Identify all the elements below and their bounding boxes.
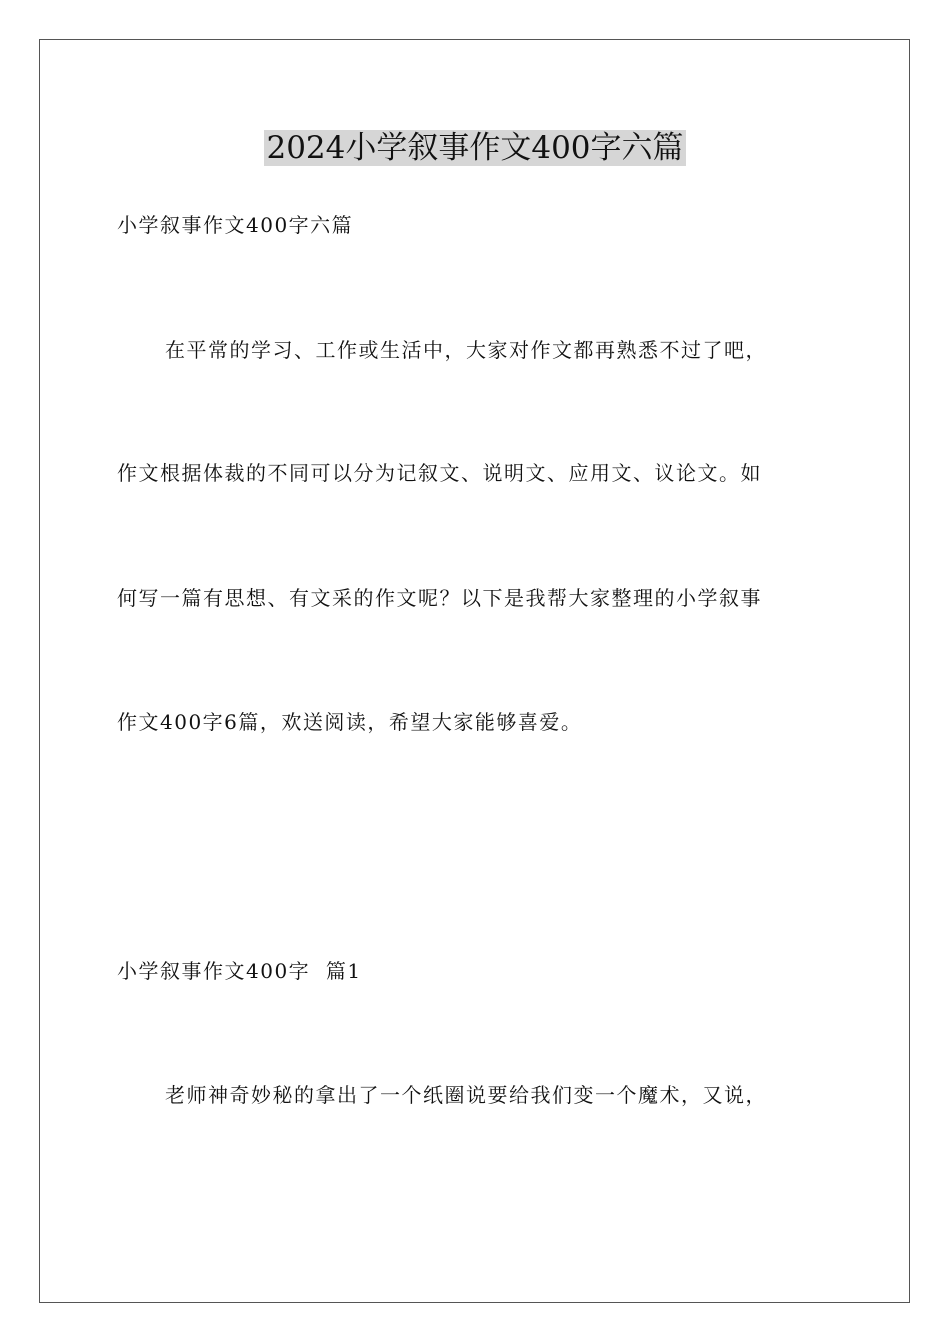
document-title — [0, 128, 950, 168]
section-line-1: 老师神奇妙秘的拿出了一个纸圈说要给我们变一个魔术，又说， — [165, 1083, 767, 1107]
document-subtitle: 小学叙事作文400字六篇 — [117, 213, 354, 237]
intro-line-1: 在平常的学习、工作或生活中，大家对作文都再熟悉不过了吧， — [165, 338, 767, 362]
intro-line-2: 作文根据体裁的不同可以分为记叙文、说明文、应用文、议论文。如 — [117, 461, 762, 485]
section-heading: 小学叙事作文400字 篇1 — [117, 959, 362, 983]
intro-line-4: 作文400字6篇，欢送阅读，希望大家能够喜爱。 — [117, 710, 583, 734]
document-title-text: 2024小学叙事作文400字六篇 — [266, 130, 684, 166]
intro-line-3: 何写一篇有思想、有文采的作文呢？以下是我帮大家整理的小学叙事 — [117, 586, 762, 610]
